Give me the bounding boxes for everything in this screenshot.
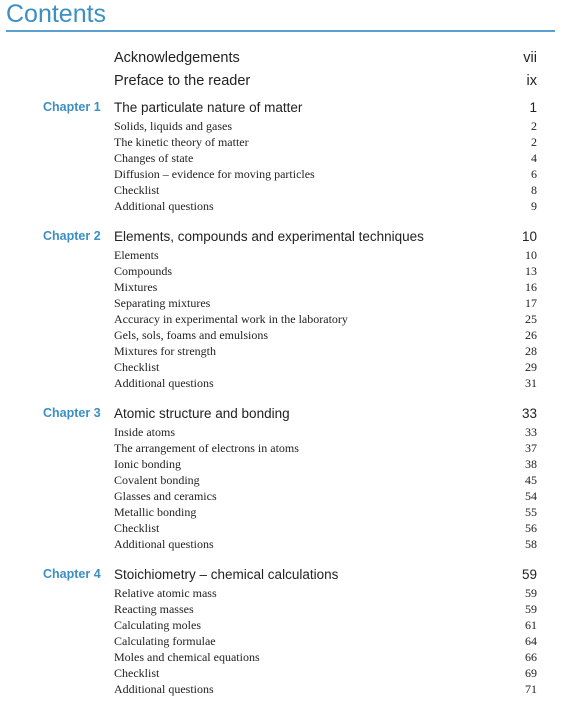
chapter-spacer: [0, 552, 569, 561]
section-page: 37: [525, 441, 537, 455]
chapter-1: [0, 98, 569, 214]
section-label: Reacting masses: [114, 602, 194, 616]
toc-section-entry[interactable]: [0, 520, 569, 536]
toc-section-entry[interactable]: [0, 633, 569, 649]
chapter-title: Stoichiometry – chemical calculations: [114, 567, 339, 582]
section-page: 26: [525, 328, 537, 342]
toc-entry-acknowledgements[interactable]: [0, 48, 569, 71]
chapter-spacer: [0, 214, 569, 223]
section-label: The kinetic theory of matter: [114, 135, 249, 149]
page-title: Contents: [6, 0, 107, 28]
toc-section-entry[interactable]: [0, 504, 569, 520]
section-label: The arrangement of electrons in atoms: [114, 441, 299, 455]
section-label: Checklist: [114, 521, 160, 535]
toc-section-entry[interactable]: [0, 182, 569, 198]
section-page: 66: [525, 650, 537, 664]
chapter-4: [0, 565, 569, 697]
section-label: Mixtures: [114, 280, 158, 294]
toc-section-entry[interactable]: [0, 585, 569, 601]
section-page: 45: [525, 473, 537, 487]
section-label: Metallic bonding: [114, 505, 197, 519]
section-label: Relative atomic mass: [114, 586, 217, 600]
chapter-heading[interactable]: [0, 404, 569, 424]
section-page: 8: [531, 183, 537, 197]
toc-section-entry[interactable]: [0, 456, 569, 472]
chapter-title: Atomic structure and bonding: [114, 406, 290, 421]
section-label: Checklist: [114, 360, 160, 374]
chapter-heading[interactable]: [0, 227, 569, 247]
toc-section-entry[interactable]: [0, 311, 569, 327]
section-page: 29: [525, 360, 537, 374]
section-page: 38: [525, 457, 537, 471]
section-label: Accuracy in experimental work in the laboratory: [114, 312, 348, 326]
toc-section-entry[interactable]: [0, 665, 569, 681]
section-page: 64: [525, 634, 537, 648]
toc-section-entry[interactable]: [0, 263, 569, 279]
section-label: Mixtures for strength: [114, 344, 216, 358]
toc-section-entry[interactable]: [0, 375, 569, 391]
section-page: 33: [525, 425, 537, 439]
section-page: 10: [525, 248, 537, 262]
section-page: 4: [531, 151, 537, 165]
section-label: Checklist: [114, 183, 160, 197]
entry-page: vii: [523, 50, 537, 66]
chapter-list: [0, 98, 569, 697]
toc-section-entry[interactable]: [0, 327, 569, 343]
section-label: Calculating formulae: [114, 634, 216, 648]
section-label: Solids, liquids and gases: [114, 119, 233, 133]
toc-section-entry[interactable]: [0, 150, 569, 166]
toc-section-entry[interactable]: [0, 536, 569, 552]
toc-section-entry[interactable]: [0, 279, 569, 295]
chapter-2: [0, 227, 569, 391]
toc-section-entry[interactable]: [0, 198, 569, 214]
section-page: 59: [525, 586, 537, 600]
chapter-number: Chapter 2: [43, 229, 101, 243]
section-label: Inside atoms: [114, 425, 175, 439]
title-divider: [6, 30, 555, 32]
chapter-number: Chapter 1: [43, 100, 101, 114]
section-label: Elements: [114, 248, 159, 262]
section-page: 25: [525, 312, 537, 326]
section-page: 6: [531, 167, 537, 181]
section-label: Compounds: [114, 264, 173, 278]
chapter-page: 1: [529, 100, 537, 115]
section-label: Additional questions: [114, 376, 214, 390]
toc-section-entry[interactable]: [0, 247, 569, 263]
section-page: 55: [525, 505, 537, 519]
section-label: Additional questions: [114, 199, 214, 213]
section-page: 59: [525, 602, 537, 616]
chapter-title: Elements, compounds and experimental techniques: [114, 229, 424, 244]
chapter-number: Chapter 4: [43, 567, 101, 581]
chapter-heading[interactable]: [0, 565, 569, 585]
section-label: Ionic bonding: [114, 457, 181, 471]
toc-section-entry[interactable]: [0, 681, 569, 697]
chapter-page: 59: [521, 567, 537, 582]
section-page: 69: [525, 666, 537, 680]
section-page: 2: [531, 119, 537, 133]
section-page: 13: [525, 264, 537, 278]
section-label: Additional questions: [114, 682, 214, 696]
chapter-title: The particulate nature of matter: [114, 100, 303, 115]
toc-section-entry[interactable]: [0, 472, 569, 488]
section-page: 9: [531, 199, 537, 213]
section-label: Glasses and ceramics: [114, 489, 217, 503]
section-page: 56: [525, 521, 537, 535]
section-page: 54: [525, 489, 537, 503]
section-page: 28: [525, 344, 537, 358]
section-label: Gels, sols, foams and emulsions: [114, 328, 268, 342]
section-label: Diffusion – evidence for moving particles: [114, 167, 315, 181]
section-label: Covalent bonding: [114, 473, 200, 487]
section-page: 17: [525, 296, 537, 310]
toc-section-entry[interactable]: [0, 440, 569, 456]
table-of-contents: [0, 48, 569, 697]
section-label: Calculating moles: [114, 618, 201, 632]
toc-section-entry[interactable]: [0, 359, 569, 375]
toc-section-entry[interactable]: [0, 649, 569, 665]
section-page: 58: [525, 537, 537, 551]
toc-section-entry[interactable]: [0, 343, 569, 359]
toc-section-entry[interactable]: [0, 166, 569, 182]
toc-section-entry[interactable]: [0, 134, 569, 150]
chapter-page: 33: [521, 406, 537, 421]
toc-section-entry[interactable]: [0, 601, 569, 617]
section-page: 61: [525, 618, 537, 632]
toc-section-entry[interactable]: [0, 424, 569, 440]
toc-entry-preface[interactable]: [0, 71, 569, 94]
section-page: 31: [525, 376, 537, 390]
section-page: 71: [525, 682, 537, 696]
toc-section-entry[interactable]: [0, 118, 569, 134]
section-label: Changes of state: [114, 151, 194, 165]
section-label: Separating mixtures: [114, 296, 211, 310]
chapter-page: 10: [521, 229, 537, 244]
toc-section-entry[interactable]: [0, 488, 569, 504]
chapter-number: Chapter 3: [43, 406, 101, 420]
entry-label: Preface to the reader: [114, 73, 251, 89]
toc-section-entry[interactable]: [0, 617, 569, 633]
section-label: Moles and chemical equations: [114, 650, 260, 664]
section-page: 2: [531, 135, 537, 149]
section-label: Checklist: [114, 666, 160, 680]
section-label: Additional questions: [114, 537, 214, 551]
entry-page: ix: [526, 73, 537, 89]
toc-section-entry[interactable]: [0, 295, 569, 311]
chapter-heading[interactable]: [0, 98, 569, 118]
chapter-spacer: [0, 391, 569, 400]
entry-label: Acknowledgements: [114, 50, 240, 66]
section-page: 16: [525, 280, 537, 294]
chapter-3: [0, 404, 569, 552]
